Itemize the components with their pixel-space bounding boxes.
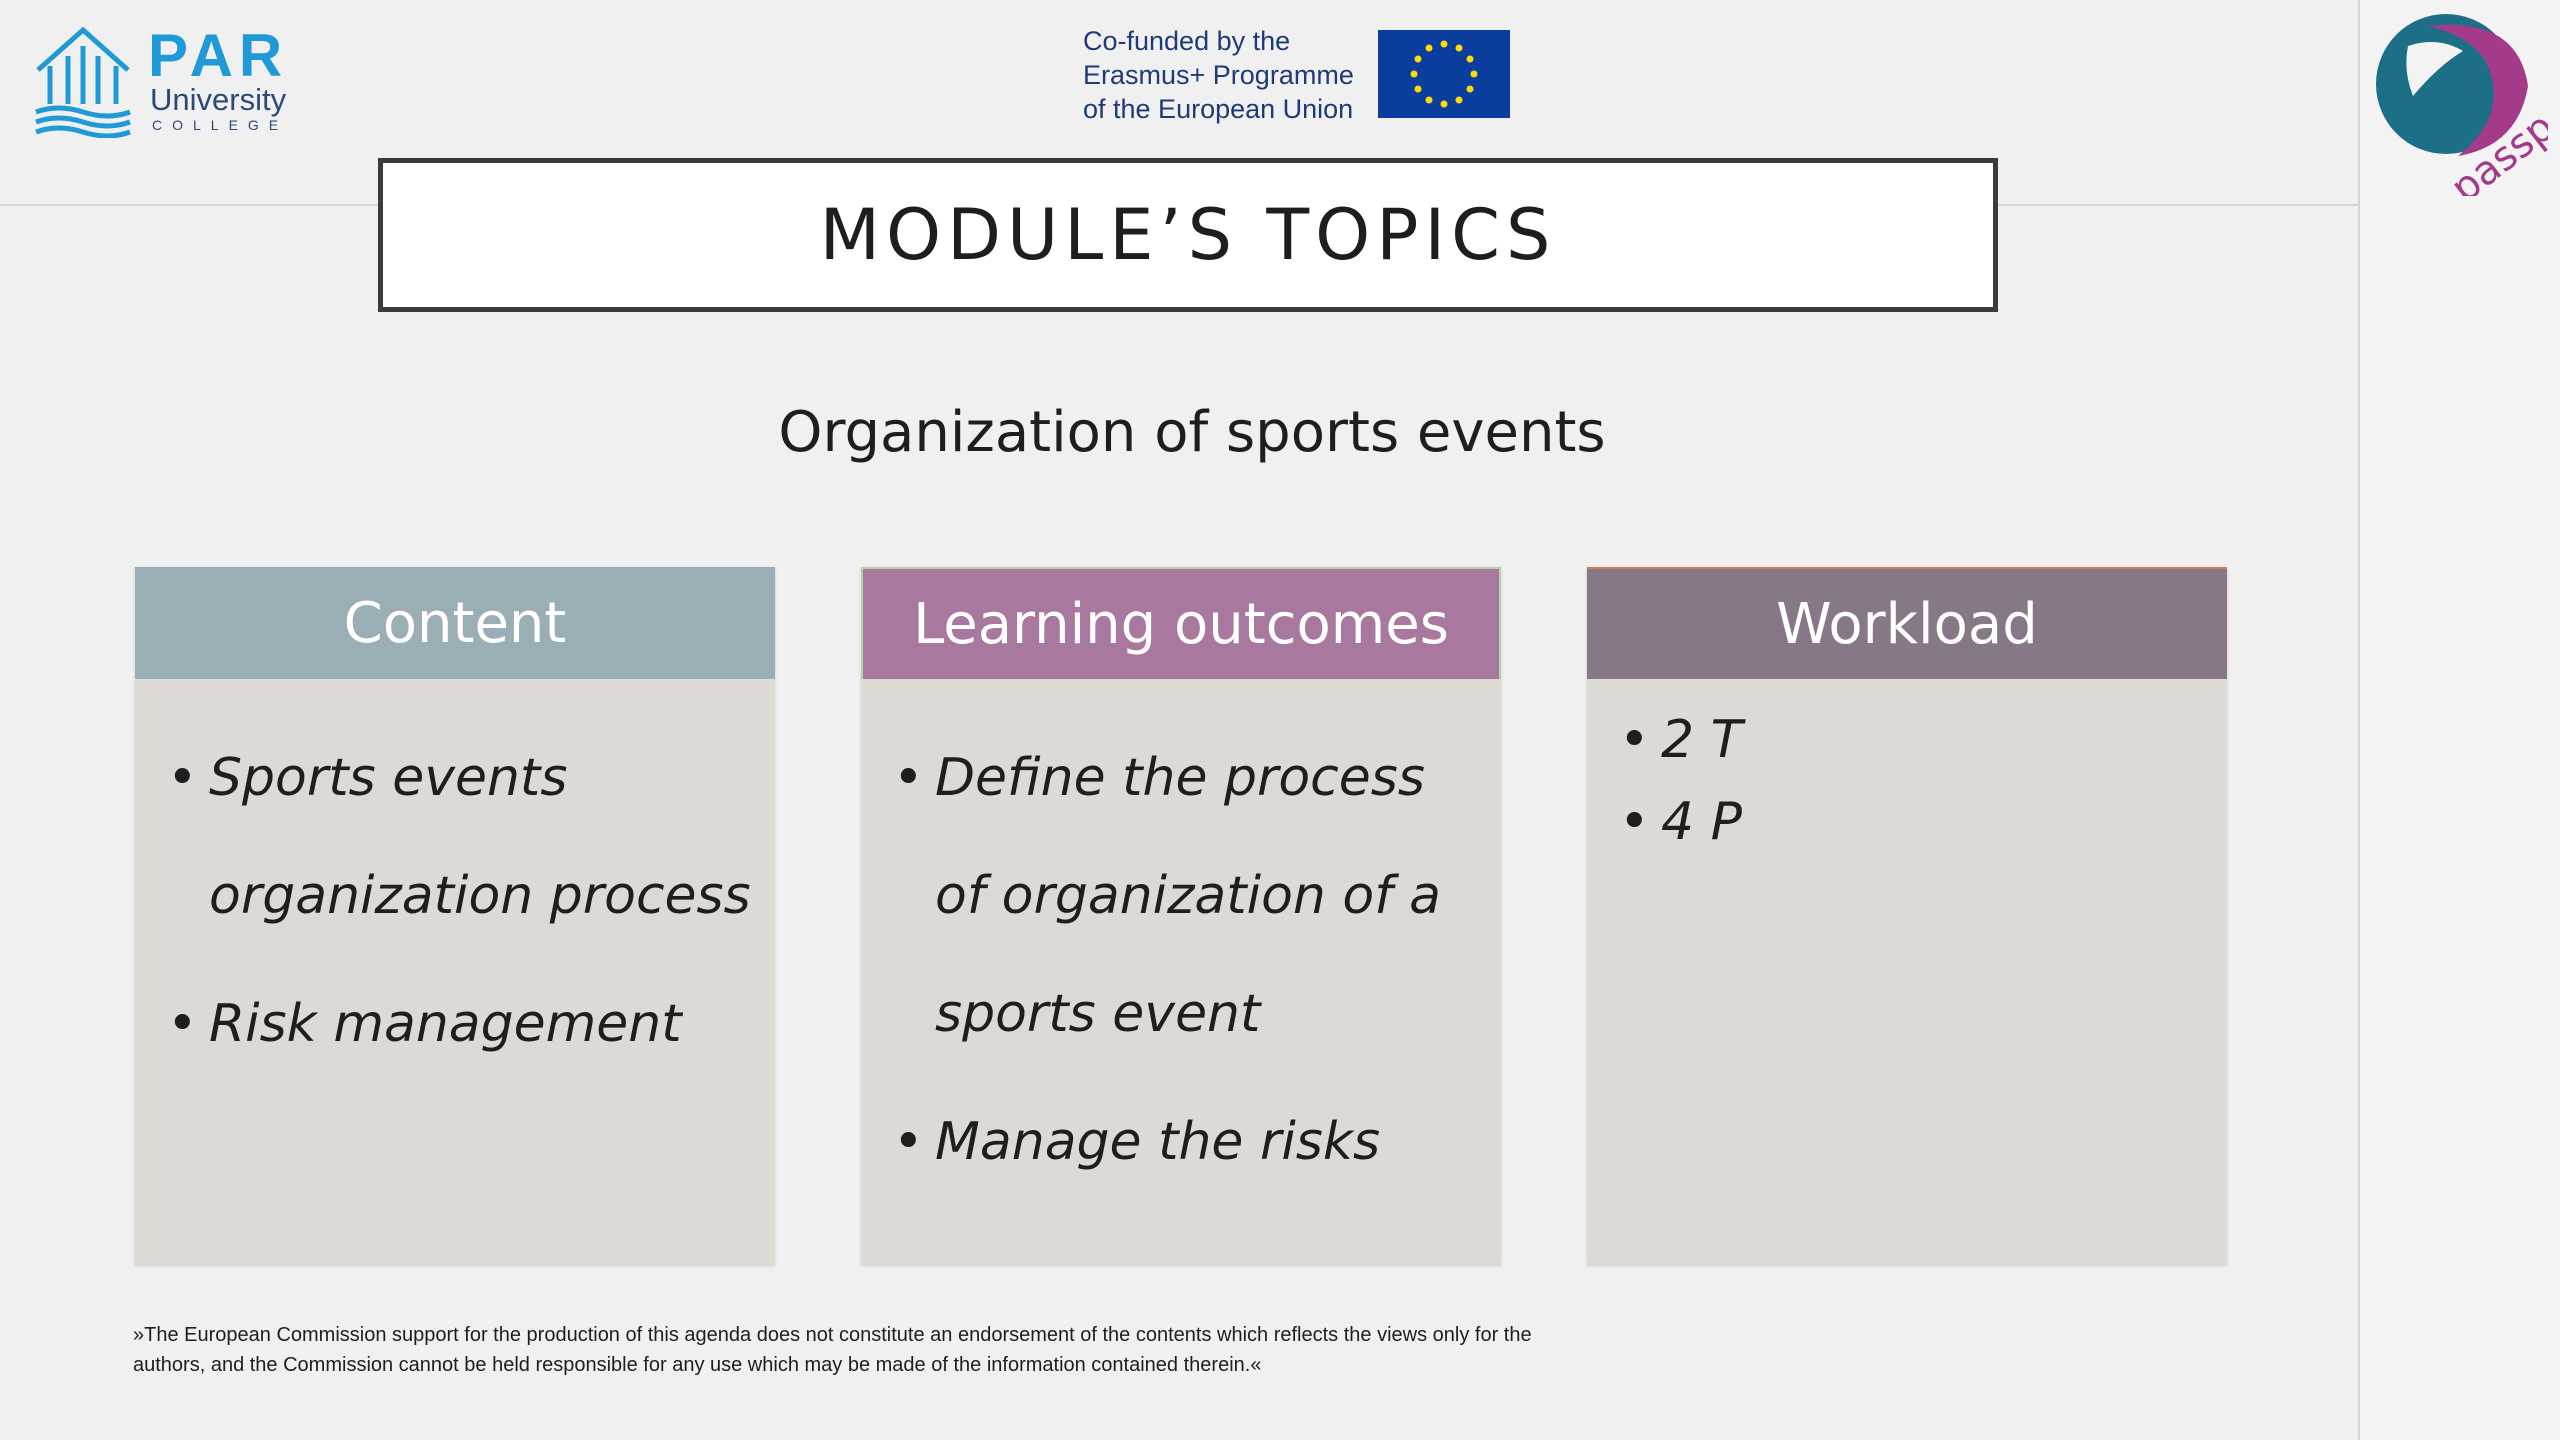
right-divider	[2358, 0, 2360, 1440]
workload-list	[1587, 679, 2227, 863]
list-item: • Risk management	[167, 965, 751, 1083]
slide-title: MODULE’S TOPICS	[819, 194, 1557, 276]
learning-outcomes-column-header: Learning outcomes	[861, 567, 1501, 679]
eu-funding-line: of the European Union	[1083, 94, 1354, 124]
learning-outcomes-column	[861, 567, 1501, 1265]
par-logo-name: PAR	[148, 22, 289, 89]
par-logo-college: COLLEGE	[152, 117, 289, 133]
eu-funding-text	[1083, 24, 1354, 126]
slide-subtitle: Organization of sports events	[778, 400, 1606, 465]
list-item: • Sports events organization process	[167, 719, 751, 955]
workload-column-header: Workload	[1587, 567, 2227, 679]
list-item: • 4 P	[1619, 781, 2203, 863]
building-emblem-icon	[28, 22, 138, 138]
list-item: • Manage the risks	[893, 1083, 1477, 1201]
passport-logo	[2368, 6, 2548, 196]
par-logo-university: University	[150, 82, 287, 117]
list-item: • 2 T	[1619, 699, 2203, 781]
content-list	[135, 679, 775, 1083]
workload-column	[1587, 567, 2227, 1265]
right-margin-strip	[2360, 0, 2560, 1440]
par-university-logo	[28, 22, 308, 142]
eu-flag-icon	[1378, 30, 1510, 118]
learning-outcomes-list	[861, 679, 1501, 1201]
eu-funding-line: Erasmus+ Programme	[1083, 60, 1354, 90]
content-column	[135, 567, 775, 1265]
content-column-header: Content	[135, 567, 775, 679]
eu-funding-line: Co-funded by the	[1083, 26, 1291, 56]
passport-logo-icon	[2368, 6, 2548, 196]
list-item: • Define the process of organization of a sports event	[893, 719, 1477, 1073]
title-box	[378, 158, 1998, 312]
disclaimer-note: »The European Commission support for the production of this agenda does not constitute an endorsement of the contents which reflects the views only for the authors, and the Commission cannot be held responsible for any use which may be made of the information contained therein.«	[133, 1324, 1532, 1376]
